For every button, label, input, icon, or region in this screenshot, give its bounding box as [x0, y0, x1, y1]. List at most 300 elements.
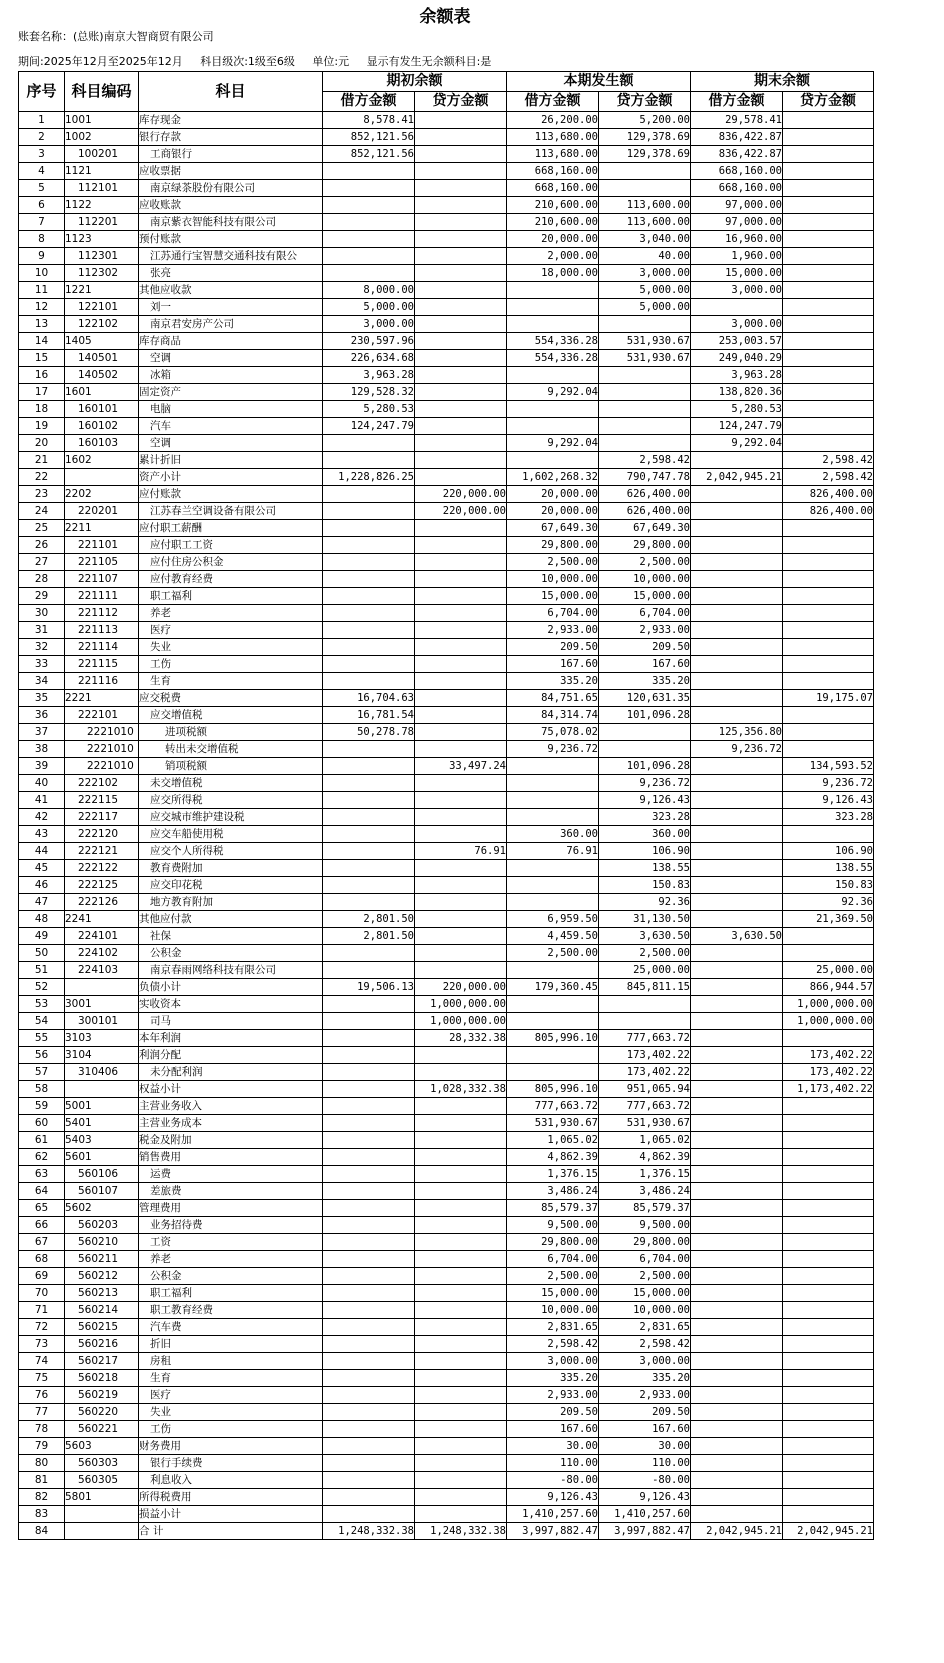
period-credit-cell: [599, 163, 691, 180]
account-code: 100201: [65, 146, 139, 163]
account-code: 221101: [65, 537, 139, 554]
table-row: [19, 996, 874, 1013]
opening-debit-cell: [323, 962, 415, 979]
table-row: [19, 384, 874, 401]
closing-debit-cell: [691, 945, 783, 962]
closing-credit-cell: 25,000.00: [783, 962, 874, 979]
account-name: 应付职工工资: [139, 537, 323, 554]
opening-credit-cell: [415, 265, 507, 282]
opening-credit-cell: [415, 248, 507, 265]
account-code: 222120: [65, 826, 139, 843]
account-code: 1405: [65, 333, 139, 350]
account-name: 电脑: [139, 401, 323, 418]
closing-debit-cell: [691, 1285, 783, 1302]
row-seq: 46: [19, 877, 65, 894]
opening-debit-cell: 2,801.50: [323, 911, 415, 928]
opening-debit-cell: [323, 1081, 415, 1098]
closing-debit-cell: [691, 979, 783, 996]
period-debit-cell: 554,336.28: [507, 350, 599, 367]
closing-credit-cell: [783, 571, 874, 588]
account-name: 应交车船使用税: [139, 826, 323, 843]
opening-credit-cell: [415, 435, 507, 452]
opening-debit-cell: [323, 435, 415, 452]
account-name: 南京绿茶股份有限公司: [139, 180, 323, 197]
closing-debit-cell: 2,042,945.21: [691, 1523, 783, 1540]
account-name: 差旅费: [139, 1183, 323, 1200]
closing-credit-cell: [783, 724, 874, 741]
closing-debit-cell: [691, 1132, 783, 1149]
account-name: 教育费附加: [139, 860, 323, 877]
account-code: 2221010: [65, 724, 139, 741]
table-row: [19, 197, 874, 214]
closing-credit-cell: [783, 1370, 874, 1387]
account-code: 1121: [65, 163, 139, 180]
table-row: [19, 1438, 874, 1455]
closing-credit-cell: [783, 1387, 874, 1404]
table-row: [19, 316, 874, 333]
account-name: 主营业务收入: [139, 1098, 323, 1115]
row-seq: 3: [19, 146, 65, 163]
closing-credit-cell: [783, 1285, 874, 1302]
period-debit-cell: 6,704.00: [507, 1251, 599, 1268]
period-debit-cell: 805,996.10: [507, 1081, 599, 1098]
table-row: [19, 690, 874, 707]
account-code: 112301: [65, 248, 139, 265]
closing-debit-cell: [691, 1302, 783, 1319]
closing-credit-cell: [783, 945, 874, 962]
opening-credit-cell: [415, 282, 507, 299]
table-row: [19, 1030, 874, 1047]
closing-credit-cell: 173,402.22: [783, 1047, 874, 1064]
table-row: [19, 1200, 874, 1217]
table-row: [19, 741, 874, 758]
closing-debit-cell: [691, 962, 783, 979]
row-seq: 61: [19, 1132, 65, 1149]
period-credit-cell: 9,500.00: [599, 1217, 691, 1234]
period-debit-cell: 18,000.00: [507, 265, 599, 282]
period-credit-cell: 113,600.00: [599, 197, 691, 214]
closing-debit-cell: 668,160.00: [691, 163, 783, 180]
closing-debit-cell: [691, 537, 783, 554]
row-seq: 1: [19, 112, 65, 129]
row-seq: 24: [19, 503, 65, 520]
closing-debit-cell: [691, 1268, 783, 1285]
opening-credit-cell: [415, 1472, 507, 1489]
closing-credit-cell: 2,598.42: [783, 452, 874, 469]
account-code: 224101: [65, 928, 139, 945]
row-seq: 82: [19, 1489, 65, 1506]
row-seq: 14: [19, 333, 65, 350]
period-debit-cell: 209.50: [507, 1404, 599, 1421]
closing-credit-cell: 2,042,945.21: [783, 1523, 874, 1540]
closing-debit-cell: [691, 1421, 783, 1438]
closing-debit-cell: [691, 1234, 783, 1251]
closing-credit-cell: 826,400.00: [783, 486, 874, 503]
closing-credit-cell: [783, 282, 874, 299]
period-debit-cell: 10,000.00: [507, 1302, 599, 1319]
row-seq: 15: [19, 350, 65, 367]
row-seq: 51: [19, 962, 65, 979]
header-seq: 序号: [19, 72, 65, 112]
account-name: 失业: [139, 1404, 323, 1421]
closing-debit-cell: [691, 588, 783, 605]
opening-credit-cell: [415, 537, 507, 554]
opening-credit-cell: [415, 1404, 507, 1421]
closing-credit-cell: [783, 1251, 874, 1268]
table-row: [19, 1404, 874, 1421]
period-credit-cell: 2,831.65: [599, 1319, 691, 1336]
account-name: 空调: [139, 350, 323, 367]
account-name: 未交增值税: [139, 775, 323, 792]
account-code: [65, 1523, 139, 1540]
table-row: [19, 622, 874, 639]
opening-debit-cell: [323, 1285, 415, 1302]
opening-debit-cell: 5,000.00: [323, 299, 415, 316]
closing-debit-cell: 668,160.00: [691, 180, 783, 197]
period-credit-cell: 40.00: [599, 248, 691, 265]
closing-credit-cell: [783, 299, 874, 316]
table-row: [19, 452, 874, 469]
table-row: [19, 1081, 874, 1098]
period-credit-cell: 92.36: [599, 894, 691, 911]
period-credit-cell: 101,096.28: [599, 707, 691, 724]
period-credit-cell: 531,930.67: [599, 333, 691, 350]
opening-debit-cell: [323, 673, 415, 690]
period-debit-cell: 113,680.00: [507, 129, 599, 146]
closing-credit-cell: [783, 1319, 874, 1336]
opening-debit-cell: [323, 248, 415, 265]
table-row: [19, 1013, 874, 1030]
closing-debit-cell: [691, 1336, 783, 1353]
account-name: 损益小计: [139, 1506, 323, 1523]
row-seq: 59: [19, 1098, 65, 1115]
closing-debit-cell: [691, 1081, 783, 1098]
closing-debit-cell: [691, 1506, 783, 1523]
account-code: 220201: [65, 503, 139, 520]
closing-debit-cell: [691, 809, 783, 826]
account-code: 222121: [65, 843, 139, 860]
opening-debit-cell: [323, 877, 415, 894]
closing-debit-cell: [691, 1404, 783, 1421]
period-debit-cell: 335.20: [507, 673, 599, 690]
table-row: [19, 401, 874, 418]
account-name: 主营业务成本: [139, 1115, 323, 1132]
closing-credit-cell: [783, 826, 874, 843]
header-opening-credit: 贷方金额: [415, 92, 507, 112]
closing-credit-cell: [783, 1132, 874, 1149]
closing-debit-cell: 97,000.00: [691, 197, 783, 214]
row-seq: 64: [19, 1183, 65, 1200]
account-name: 进项税额: [139, 724, 323, 741]
closing-debit-cell: 124,247.79: [691, 418, 783, 435]
closing-debit-cell: [691, 1183, 783, 1200]
period-credit-cell: [599, 316, 691, 333]
account-code: 3001: [65, 996, 139, 1013]
table-row: [19, 775, 874, 792]
closing-debit-cell: [691, 1166, 783, 1183]
table-row: [19, 554, 874, 571]
opening-credit-cell: [415, 605, 507, 622]
opening-credit-cell: [415, 792, 507, 809]
account-code: 112201: [65, 214, 139, 231]
row-seq: 73: [19, 1336, 65, 1353]
row-seq: 7: [19, 214, 65, 231]
opening-debit-cell: [323, 1421, 415, 1438]
closing-credit-cell: [783, 418, 874, 435]
opening-credit-cell: [415, 1098, 507, 1115]
closing-debit-cell: 138,820.36: [691, 384, 783, 401]
period-debit-cell: [507, 894, 599, 911]
opening-credit-cell: [415, 775, 507, 792]
account-name: 权益小计: [139, 1081, 323, 1098]
opening-debit-cell: [323, 945, 415, 962]
account-code: 112302: [65, 265, 139, 282]
balance-table: [18, 71, 874, 1540]
table-row: [19, 1421, 874, 1438]
row-seq: 30: [19, 605, 65, 622]
opening-debit-cell: [323, 1404, 415, 1421]
period-debit-cell: 4,459.50: [507, 928, 599, 945]
row-seq: 75: [19, 1370, 65, 1387]
closing-debit-cell: 253,003.57: [691, 333, 783, 350]
opening-credit-cell: [415, 469, 507, 486]
period-credit-cell: 3,000.00: [599, 265, 691, 282]
opening-debit-cell: [323, 826, 415, 843]
opening-credit-cell: [415, 826, 507, 843]
closing-debit-cell: [691, 605, 783, 622]
opening-debit-cell: [323, 1489, 415, 1506]
table-body: [19, 112, 874, 1540]
closing-credit-cell: 1,000,000.00: [783, 1013, 874, 1030]
row-seq: 80: [19, 1455, 65, 1472]
period-debit-cell: 531,930.67: [507, 1115, 599, 1132]
period-debit-cell: 167.60: [507, 656, 599, 673]
account-code: 122101: [65, 299, 139, 316]
closing-credit-cell: [783, 537, 874, 554]
period-credit-cell: 31,130.50: [599, 911, 691, 928]
account-name: 职工福利: [139, 1285, 323, 1302]
row-seq: 4: [19, 163, 65, 180]
period-debit-cell: 668,160.00: [507, 163, 599, 180]
closing-debit-cell: [691, 1217, 783, 1234]
closing-credit-cell: [783, 316, 874, 333]
opening-debit-cell: [323, 656, 415, 673]
period-debit-cell: 1,376.15: [507, 1166, 599, 1183]
account-code: 3103: [65, 1030, 139, 1047]
closing-credit-cell: [783, 1438, 874, 1455]
period-debit-cell: 76.91: [507, 843, 599, 860]
table-row: [19, 639, 874, 656]
opening-credit-cell: 220,000.00: [415, 979, 507, 996]
opening-debit-cell: [323, 1200, 415, 1217]
period-debit-cell: 6,704.00: [507, 605, 599, 622]
opening-debit-cell: 19,506.13: [323, 979, 415, 996]
account-code: 1122: [65, 197, 139, 214]
closing-debit-cell: 836,422.87: [691, 146, 783, 163]
opening-credit-cell: [415, 1438, 507, 1455]
closing-debit-cell: [691, 1387, 783, 1404]
closing-credit-cell: [783, 588, 874, 605]
opening-credit-cell: [415, 707, 507, 724]
opening-debit-cell: 8,000.00: [323, 282, 415, 299]
table-row: [19, 945, 874, 962]
opening-debit-cell: 8,578.41: [323, 112, 415, 129]
period-debit-cell: 9,126.43: [507, 1489, 599, 1506]
account-name: 应交个人所得税: [139, 843, 323, 860]
account-name: 应交印花税: [139, 877, 323, 894]
closing-credit-cell: [783, 146, 874, 163]
table-row: [19, 163, 874, 180]
account-name: 司马: [139, 1013, 323, 1030]
row-seq: 12: [19, 299, 65, 316]
opening-debit-cell: [323, 1098, 415, 1115]
opening-credit-cell: [415, 418, 507, 435]
account-code: 1602: [65, 452, 139, 469]
row-seq: 26: [19, 537, 65, 554]
row-seq: 6: [19, 197, 65, 214]
row-seq: 13: [19, 316, 65, 333]
account-name: 职工福利: [139, 588, 323, 605]
account-name: 地方教育附加: [139, 894, 323, 911]
period-credit-cell: 129,378.69: [599, 146, 691, 163]
period-credit-cell: 101,096.28: [599, 758, 691, 775]
account-code: 221116: [65, 673, 139, 690]
opening-credit-cell: [415, 1251, 507, 1268]
period-credit-cell: 129,378.69: [599, 129, 691, 146]
header-opening-balance: 期初余额: [323, 72, 507, 92]
period-debit-cell: [507, 758, 599, 775]
closing-credit-cell: [783, 1421, 874, 1438]
row-seq: 54: [19, 1013, 65, 1030]
account-code: 2221: [65, 690, 139, 707]
opening-credit-cell: [415, 452, 507, 469]
header-opening-debit: 借方金额: [323, 92, 415, 112]
closing-credit-cell: 323.28: [783, 809, 874, 826]
period-credit-cell: 777,663.72: [599, 1030, 691, 1047]
period-credit-cell: [599, 724, 691, 741]
row-seq: 74: [19, 1353, 65, 1370]
period-debit-cell: 3,997,882.47: [507, 1523, 599, 1540]
table-row: [19, 537, 874, 554]
row-seq: 37: [19, 724, 65, 741]
account-name: 社保: [139, 928, 323, 945]
account-name: 其他应付款: [139, 911, 323, 928]
closing-debit-cell: [691, 911, 783, 928]
closing-credit-cell: [783, 928, 874, 945]
opening-credit-cell: 1,000,000.00: [415, 996, 507, 1013]
closing-debit-cell: [691, 503, 783, 520]
account-code: 221111: [65, 588, 139, 605]
table-row: [19, 1115, 874, 1132]
table-row: [19, 1319, 874, 1336]
account-code: 1601: [65, 384, 139, 401]
table-row: [19, 792, 874, 809]
closing-credit-cell: [783, 1217, 874, 1234]
account-name: 张亮: [139, 265, 323, 282]
opening-credit-cell: 1,000,000.00: [415, 1013, 507, 1030]
closing-credit-cell: [783, 214, 874, 231]
account-code: 560219: [65, 1387, 139, 1404]
period-credit-cell: 167.60: [599, 656, 691, 673]
closing-credit-cell: [783, 367, 874, 384]
period-credit-cell: 173,402.22: [599, 1064, 691, 1081]
period-credit-cell: 531,930.67: [599, 1115, 691, 1132]
account-code: 560210: [65, 1234, 139, 1251]
closing-debit-cell: 249,040.29: [691, 350, 783, 367]
opening-credit-cell: [415, 1506, 507, 1523]
account-code: 560107: [65, 1183, 139, 1200]
period-debit-cell: 668,160.00: [507, 180, 599, 197]
opening-credit-cell: [415, 1336, 507, 1353]
opening-credit-cell: [415, 1047, 507, 1064]
account-name: 房租: [139, 1353, 323, 1370]
header-closing-balance: 期末余额: [691, 72, 874, 92]
opening-credit-cell: [415, 877, 507, 894]
table-row: [19, 333, 874, 350]
closing-debit-cell: [691, 758, 783, 775]
period-credit-cell: 531,930.67: [599, 350, 691, 367]
row-seq: 23: [19, 486, 65, 503]
account-name: 应交城市维护建设税: [139, 809, 323, 826]
account-name: 库存商品: [139, 333, 323, 350]
table-row: [19, 673, 874, 690]
row-seq: 35: [19, 690, 65, 707]
account-code: 222122: [65, 860, 139, 877]
opening-debit-cell: [323, 1370, 415, 1387]
row-seq: 25: [19, 520, 65, 537]
period-debit-cell: [507, 316, 599, 333]
period-credit-cell: [599, 180, 691, 197]
table-row: [19, 1370, 874, 1387]
opening-debit-cell: [323, 1030, 415, 1047]
show-option-label: 显示有发生无余额科目:是: [366, 55, 492, 68]
period-debit-cell: 67,649.30: [507, 520, 599, 537]
account-code: 222101: [65, 707, 139, 724]
period-debit-cell: 15,000.00: [507, 588, 599, 605]
closing-credit-cell: [783, 350, 874, 367]
opening-debit-cell: [323, 894, 415, 911]
opening-credit-cell: [415, 588, 507, 605]
closing-debit-cell: 5,280.53: [691, 401, 783, 418]
period-debit-cell: 2,000.00: [507, 248, 599, 265]
opening-debit-cell: 5,280.53: [323, 401, 415, 418]
row-seq: 50: [19, 945, 65, 962]
closing-debit-cell: [691, 1149, 783, 1166]
closing-credit-cell: [783, 1404, 874, 1421]
table-row: [19, 809, 874, 826]
table-row: [19, 129, 874, 146]
account-code: 2221010: [65, 758, 139, 775]
row-seq: 65: [19, 1200, 65, 1217]
account-name: 折旧: [139, 1336, 323, 1353]
table-row: [19, 1353, 874, 1370]
opening-credit-cell: [415, 1183, 507, 1200]
closing-debit-cell: 9,292.04: [691, 435, 783, 452]
account-name: 利润分配: [139, 1047, 323, 1064]
account-name: 工资: [139, 1234, 323, 1251]
table-row: [19, 1506, 874, 1523]
period-debit-cell: 360.00: [507, 826, 599, 843]
closing-debit-cell: [691, 877, 783, 894]
table-row: [19, 1523, 874, 1540]
period-credit-cell: 150.83: [599, 877, 691, 894]
account-name: 工伤: [139, 656, 323, 673]
closing-credit-cell: [783, 707, 874, 724]
period-debit-cell: [507, 452, 599, 469]
opening-credit-cell: [415, 911, 507, 928]
opening-debit-cell: [323, 1387, 415, 1404]
row-seq: 9: [19, 248, 65, 265]
